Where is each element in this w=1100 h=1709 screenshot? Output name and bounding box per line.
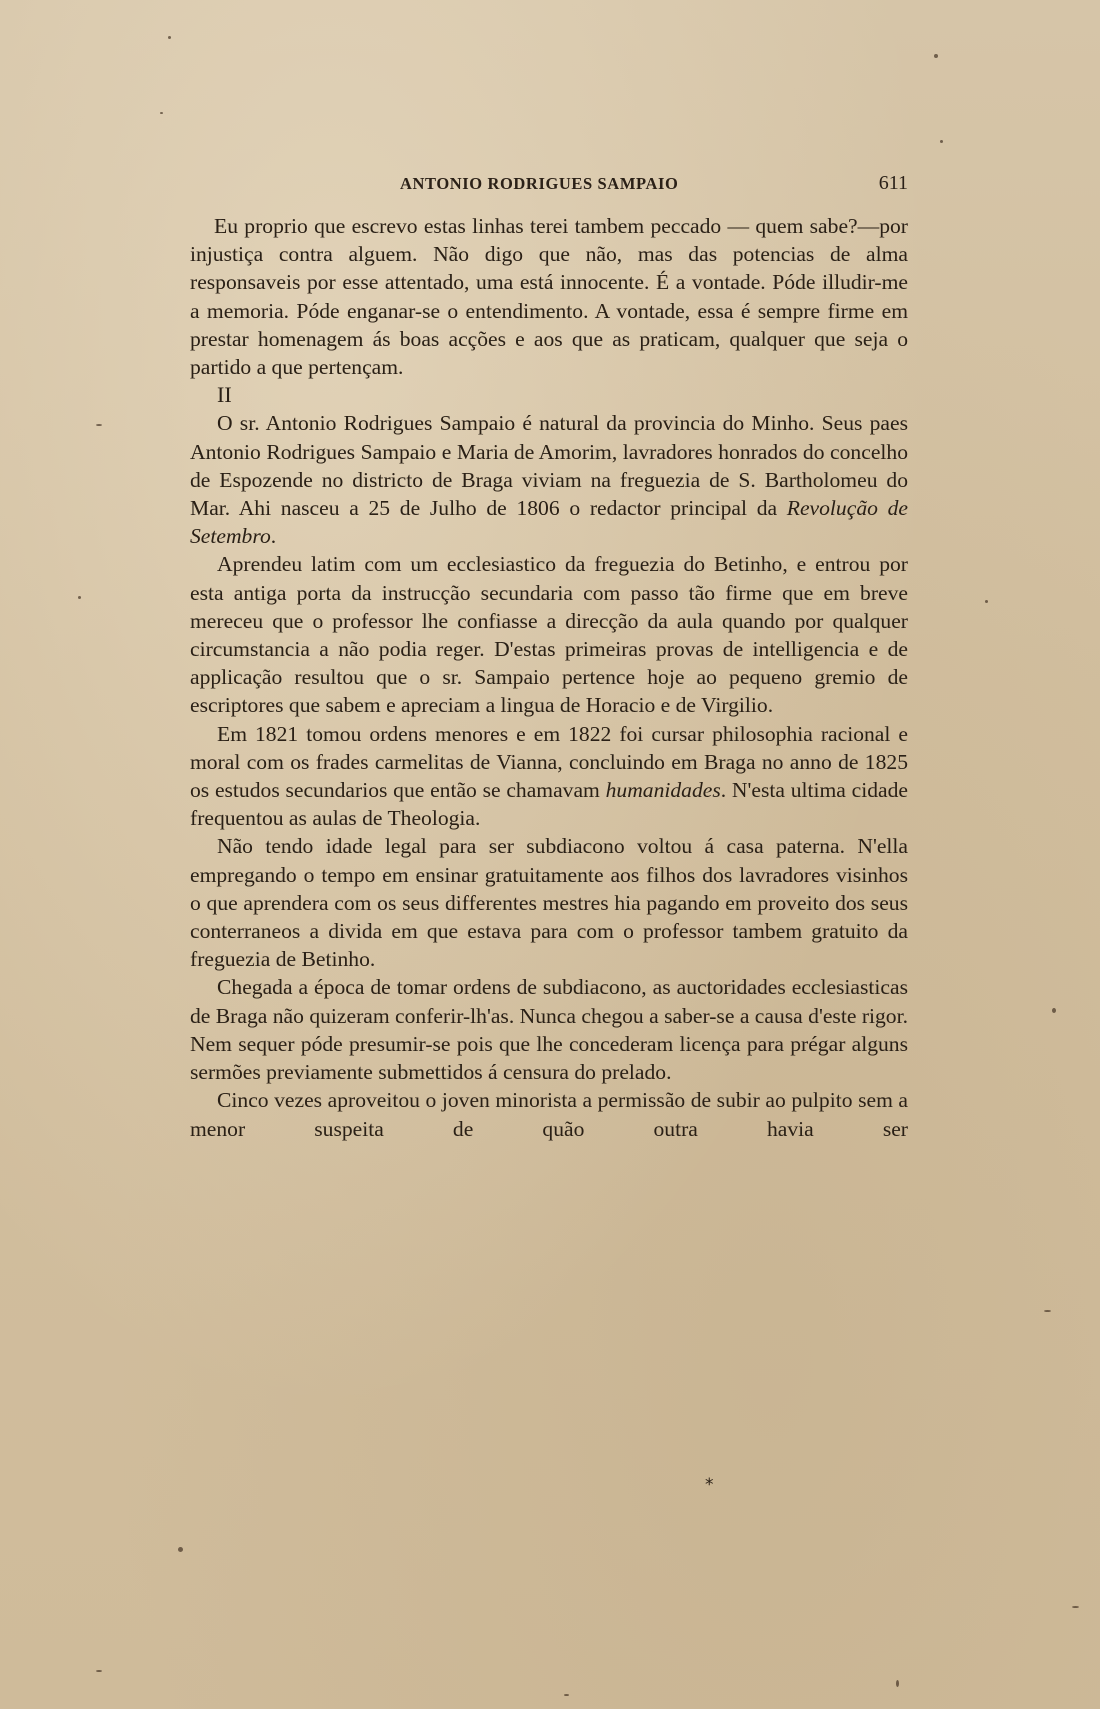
paper-speck [168, 36, 171, 39]
paper-speck [1052, 1008, 1056, 1013]
signature-mark: * [705, 1475, 714, 1495]
paragraph-text: O sr. Antonio Rodrigues Sampaio é natural da provincia do Minho. Seus paes Antonio Rodrigues Sampaio e Maria de Amorim, lavradores honrados do concelho de Espozende no districto de Braga viviam na freguezia de S. Bartholomeu do Mar. Ahi nasceu a 25 de Julho de 1806 o redactor principal da [190, 411, 908, 521]
paragraph-text: . N'esta ultima cidade frequentou as aulas de Theologia. [190, 778, 908, 831]
paragraph: Chegada a época de tomar ordens de subdiacono, as auctoridades ecclesiasticas de Braga não quizeram conferir-lh'as. Nunca chegou a saber-se a causa d'este rigor. Nem sequer póde presumir-se pois que lhe concederam licença para prégar alguns sermões previamente submettidos á censura do prelado. [190, 975, 908, 1085]
paragraph-text: . [270, 524, 277, 549]
paper-speck [96, 424, 102, 426]
paragraph: Não tendo idade legal para ser subdiacono voltou á casa paterna. N'ella empregando o tempo em ensinar gratuitamente aos filhos dos lavradores visinhos o que aprendera com os seus differentes mestres hia pagando em proveito dos seus conterraneos a divida em que estava para com o professor tambem gratuito da freguezia de Betinho. [190, 834, 908, 972]
paper-speck [564, 1694, 569, 1696]
paper-speck [934, 54, 938, 58]
paper-speck [985, 600, 988, 603]
paragraph: Aprendeu latim com um ecclesiastico da freguezia do Betinho, e entrou por esta antiga porta da instrucção secundaria com passo tão firme que em breve mereceu que o professor lhe confiasse a direcção da aula quando por qualquer circumstancia a não podia reger. D'estas primeiras provas de intelligencia e de applicação resultou que o sr. Sampaio pertence hoje ao pequeno gremio de escriptores que sabem e apreciam a lingua de Horacio e de Virgilio. [190, 552, 908, 718]
page-number: 611 [878, 172, 908, 194]
paper-speck [940, 140, 943, 143]
page-header [190, 172, 908, 200]
paper-speck [78, 596, 81, 599]
paragraph-text: Em 1821 tomou ordens menores e em 1822 foi cursar philosophia racional e moral com os frades carmelitas de Vianna, concluindo em Braga no anno de 1825 os estudos secundarios que então se chamavam [190, 721, 908, 803]
section-heading: II [217, 382, 232, 408]
running-head: ANTONIO RODRIGUES SAMPAIO [400, 174, 679, 193]
body-text [190, 212, 908, 1143]
italic-term: humanidades [605, 778, 721, 803]
italic-title: Revolução de Setembro [190, 496, 908, 549]
paper-speck [178, 1547, 183, 1552]
paper-speck [1072, 1606, 1079, 1608]
paragraph: Cinco vezes aproveitou o joven minorista a permissão de subir ao pulpito sem a menor suspeita de quão outra havia ser [190, 1088, 908, 1141]
paper-speck [896, 1680, 899, 1687]
paper-speck [96, 1670, 102, 1672]
paragraph: Eu proprio que escrevo estas linhas terei tambem peccado — quem sabe?—por injustiça contra alguem. Não digo que não, mas das potencias de alma responsaveis por esse attentado, uma está innocente. É a vontade. Póde illudir-me a memoria. Póde enganar-se o entendimento. A vontade, essa é sempre firme em prestar homenagem ás boas acções e aos que as praticam, qualquer que seja o partido a que pertençam. [190, 214, 908, 380]
paragraph [190, 720, 908, 833]
paragraph [190, 409, 908, 550]
paper-speck [1044, 1310, 1051, 1312]
paper-speck [160, 112, 163, 114]
